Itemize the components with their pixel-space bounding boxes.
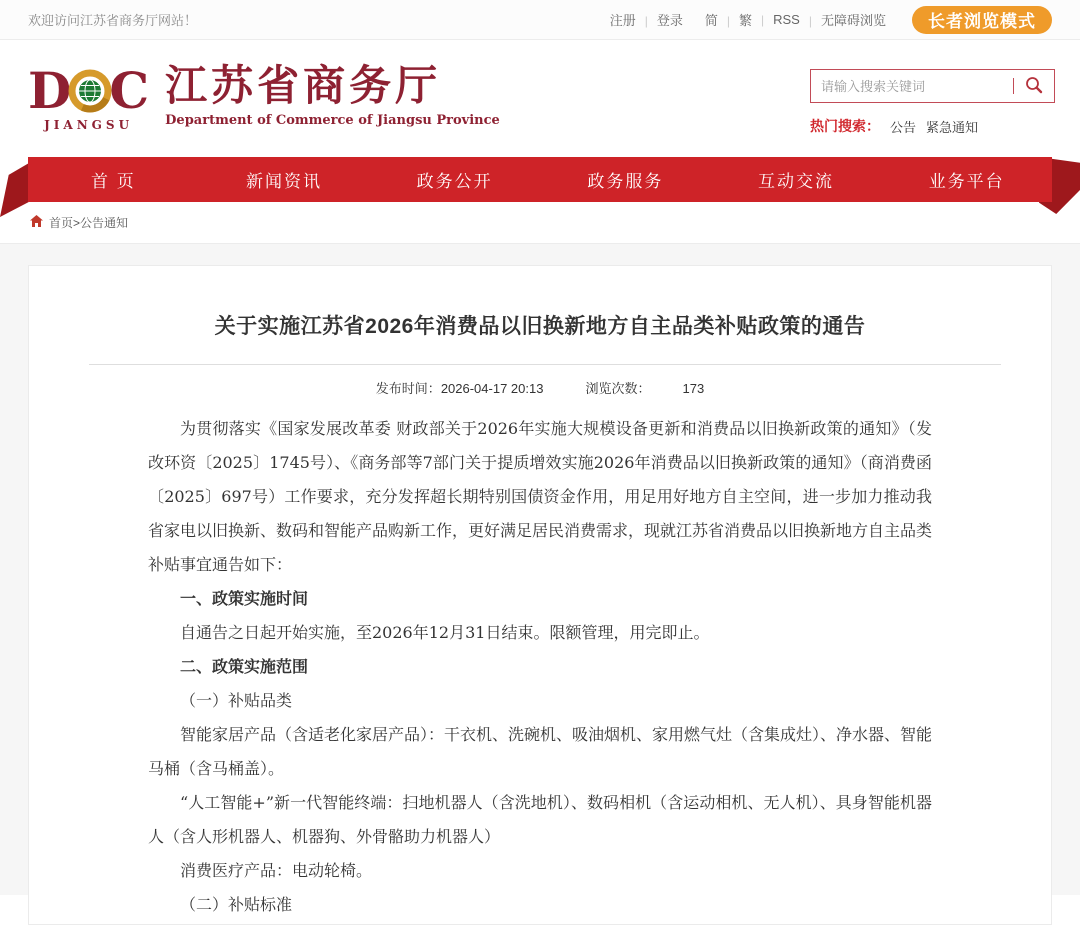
publish-time-value: 2026-04-17 20:13: [440, 381, 544, 396]
logo-letter-c: C: [109, 60, 150, 120]
article-title: 关于实施江苏省2026年消费品以旧换新地方自主品类补贴政策的通告: [214, 315, 866, 338]
search-icon: [1025, 76, 1043, 97]
content-area: [0, 244, 1080, 914]
header-search-area: [810, 69, 1055, 136]
article-paragraph: （一）补贴品类: [180, 691, 293, 710]
site-title: 江苏省商务厅: [165, 61, 442, 111]
utility-link[interactable]: | RSS: [752, 12, 800, 27]
account-link[interactable]: | 登录: [636, 10, 683, 29]
utility-link[interactable]: | 繁: [718, 10, 752, 29]
publish-time-label: 发布时间：: [375, 381, 441, 396]
top-utility-bar: [0, 0, 1080, 40]
site-header: [0, 40, 1080, 157]
nav-item[interactable]: 业务平台: [928, 172, 1005, 191]
article-paragraph: 消费医疗产品：电动轮椅。: [180, 861, 373, 880]
article-paragraph: 智能家居产品（含适老化家居产品）：干衣机、洗碗机、吸油烟机、家用燃气灶（含集成灶）、净水器、智能马桶（含马桶盖）。: [148, 725, 933, 778]
site-title-block: [165, 63, 500, 127]
nav-item[interactable]: 互动交流: [758, 172, 835, 191]
site-logo[interactable]: [28, 60, 150, 132]
hot-search-terms: [880, 117, 978, 136]
nav-item[interactable]: 新闻资讯: [246, 172, 322, 191]
globe-icon: [68, 69, 112, 113]
breadcrumb: [0, 202, 1080, 244]
account-links: [610, 10, 683, 29]
logo-letter-d: D: [28, 60, 72, 120]
site-subtitle: Department of Commerce of Jiangsu Province: [165, 112, 500, 128]
article-paragraph: （二）补贴标准: [180, 895, 293, 914]
article-paragraph: 自通告之日起开始实施，至2026年12月31日结束。限额管理，用完即止。: [180, 623, 710, 642]
utility-link[interactable]: 简: [704, 13, 718, 28]
nav-item[interactable]: 政务服务: [587, 172, 664, 191]
main-nav: [0, 157, 1080, 202]
hot-search-term[interactable]: 紧急通知: [926, 119, 979, 135]
search-input[interactable]: [811, 70, 1013, 102]
article-meta: [29, 378, 1051, 397]
hot-search-term[interactable]: 公告: [890, 119, 917, 135]
logo-caption: JIANGSU: [44, 117, 134, 132]
article-paragraph: 一、政策实施时间: [180, 589, 309, 608]
elder-mode-button[interactable]: 长者浏览模式: [912, 6, 1052, 34]
nav-bar: [28, 157, 1052, 202]
search-button[interactable]: [1014, 70, 1054, 102]
breadcrumb-path[interactable]: 首页>公告通知: [49, 216, 129, 230]
search-box: [810, 69, 1055, 103]
utility-links: [705, 10, 886, 29]
hot-search-label: 热门搜索：: [810, 118, 880, 134]
views-value: 173: [682, 381, 705, 396]
article-paragraph: 二、政策实施范围: [180, 657, 309, 676]
views-label: 浏览次数：: [585, 381, 651, 396]
article-paragraph: “人工智能+”新一代智能终端：扫地机器人（含洗地机）、数码相机（含运动相机、无人机）、具身智能机器人（含人形机器人、机器狗、外骨骼助力机器人）: [148, 793, 932, 846]
title-divider: [89, 364, 1001, 365]
hot-search: [810, 116, 1055, 136]
topbar-links: [610, 6, 1052, 34]
article-paragraph: 为贯彻落实《国家发展改革委 财政部关于2026年实施大规模设备更新和消费品以旧换新政策的通知》（发改环资〔2025〕1745号）、《商务部等7部门关于提质增效实施2026年消费品以旧换新政策的通知》（商消费函〔2025〕697号）工作要求，充分发挥超长期特别国债资金作用，用足用好地方自主空间，进一步加力推动我省家电以旧换新、数码和智能产品购新工作，更好满足居民消费需求，现就江苏省消费品以旧换新地方自主品类补贴事宜通告如下：: [148, 419, 933, 574]
nav-item[interactable]: 政务公开: [416, 172, 493, 191]
logo-letters: [28, 60, 150, 120]
account-link[interactable]: 注册: [609, 13, 636, 28]
article-body: [148, 412, 932, 922]
welcome-text: 欢迎访问江苏省商务厅网站！: [28, 13, 198, 28]
nav-item[interactable]: 首 页: [90, 172, 136, 191]
home-icon: [30, 214, 43, 232]
utility-link[interactable]: | 无障碍浏览: [800, 10, 886, 29]
article-card: [28, 265, 1052, 925]
